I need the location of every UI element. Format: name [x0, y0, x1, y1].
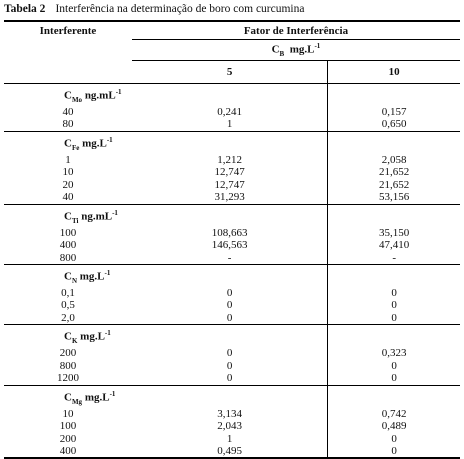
group-header-row: [4, 385, 460, 407]
row-concentration: 2,0: [61, 311, 75, 324]
table-row: [4, 239, 460, 252]
table-row: [4, 191, 460, 204]
header-col-5: 5: [132, 60, 328, 83]
group-spacer: [132, 131, 328, 153]
group-spacer: [328, 83, 460, 105]
group-spacer: [132, 264, 328, 286]
row-factor-5: 12,747: [214, 178, 245, 191]
table-row: [4, 407, 460, 420]
row-factor-10: 21,652: [328, 179, 460, 192]
row-factor-10: 47,410: [328, 239, 460, 252]
group-label: $C_K$ $mg.L^{-1}$: [4, 325, 132, 347]
row-factor-5: 0: [226, 299, 233, 312]
row-factor-10: 0,157: [328, 106, 460, 119]
caption-text: Interferência na determinação de boro com curcumina: [55, 3, 305, 15]
row-factor-5: 0: [226, 347, 233, 360]
row-factor-10: 0,489: [328, 420, 460, 433]
group-spacer: [328, 264, 460, 286]
row-concentration: 10: [62, 407, 74, 420]
row-concentration: 0,5: [61, 299, 75, 312]
table-body: [4, 83, 460, 458]
row-factor-5: 1,212: [217, 153, 242, 166]
row-factor-10: 0: [328, 432, 460, 445]
group-spacer: [328, 325, 460, 347]
row-factor-5: 0,495: [132, 445, 328, 459]
group-label: $C_{Fe}$ $mg.L^{-1}$: [4, 131, 132, 153]
row-concentration: 40: [62, 105, 74, 118]
row-concentration: 100: [59, 420, 77, 433]
row-concentration: 0,1: [61, 286, 75, 299]
group-header-row: [4, 204, 460, 226]
row-factor-10: 0: [328, 360, 460, 373]
group-spacer: [328, 204, 460, 226]
table-row: [4, 287, 460, 300]
row-factor-5: 0,241: [217, 105, 242, 118]
row-concentration: 40: [62, 191, 74, 204]
row-factor-10: 35,150: [328, 226, 460, 239]
group-header-row: [4, 325, 460, 347]
row-factor-5: 1: [226, 118, 233, 131]
row-factor-10: 0: [328, 445, 460, 459]
row-concentration: 1: [65, 153, 71, 166]
header-factor: Fator de Interferência: [243, 24, 349, 37]
row-factor-10: 0,742: [328, 407, 460, 420]
row-factor-10: 53,156: [328, 191, 460, 204]
table-row: [4, 372, 460, 385]
table-row: [4, 251, 460, 264]
group-spacer: [132, 385, 328, 407]
row-concentration: 800: [59, 251, 77, 264]
group-spacer: [132, 83, 328, 105]
row-factor-5: 31,293: [214, 191, 245, 204]
table-row: [4, 179, 460, 192]
table-caption: [4, 3, 304, 15]
row-concentration: 400: [4, 445, 132, 459]
group-header-row: [4, 83, 460, 105]
row-concentration: 200: [59, 347, 77, 360]
caption-label: Tabela 2: [4, 3, 46, 15]
row-factor-5: 3,134: [217, 407, 242, 420]
group-label: $C_{Mo}$ $ng.mL^{-1}$: [4, 83, 132, 105]
row-factor-10: 0,323: [328, 347, 460, 360]
header-interferent: Interferente: [39, 25, 97, 37]
row-factor-5: 12,747: [214, 166, 245, 179]
group-spacer: [328, 385, 460, 407]
header-col-10: 10: [328, 60, 460, 83]
row-factor-10: 0: [328, 372, 460, 385]
row-factor-10: 0: [328, 299, 460, 312]
row-factor-5: 0: [226, 311, 233, 324]
row-factor-10: 21,652: [328, 166, 460, 179]
group-header-row: [4, 131, 460, 153]
group-header-row: [4, 264, 460, 286]
row-concentration: 400: [59, 239, 77, 252]
row-factor-5: 146,563: [211, 239, 248, 252]
row-factor-5: 0: [226, 286, 233, 299]
group-label: $C_N$ $mg.L^{-1}$: [4, 264, 132, 286]
row-factor-10: 0: [328, 312, 460, 325]
table-row: [4, 360, 460, 373]
header-concentration: $C_B$ $mg.L^{-1}$: [132, 40, 460, 61]
group-spacer: [132, 325, 328, 347]
row-factor-5: 2,043: [217, 420, 242, 433]
table-row: [4, 432, 460, 445]
group-spacer: [328, 131, 460, 153]
row-factor-10: 0,650: [328, 118, 460, 131]
table-row: [4, 299, 460, 312]
row-concentration: 800: [59, 359, 77, 372]
group-label: $C_{Mg}$ $mg.L^{-1}$: [4, 385, 132, 407]
row-factor-10: 0: [328, 287, 460, 300]
table-row: [4, 154, 460, 167]
table-row: [4, 420, 460, 433]
row-concentration: 20: [62, 178, 74, 191]
row-concentration: 1200: [56, 372, 79, 385]
row-concentration: 80: [62, 118, 74, 131]
table-row: [4, 226, 460, 239]
table-row: [4, 106, 460, 119]
row-factor-10: 2,058: [328, 154, 460, 167]
table-row: [4, 118, 460, 131]
row-factor-10: -: [328, 251, 460, 264]
row-factor-5: -: [227, 251, 232, 264]
header-row-1: [4, 21, 460, 40]
row-factor-5: 0: [226, 372, 233, 385]
row-factor-5: 108,663: [211, 226, 248, 239]
interference-table: [4, 20, 460, 459]
row-factor-5: 0: [226, 359, 233, 372]
table-row: [4, 347, 460, 360]
group-spacer: [132, 204, 328, 226]
group-label: $C_{Ti}$ $ng.mL^{-1}$: [4, 204, 132, 226]
row-concentration: 200: [59, 432, 77, 445]
table-row: [4, 312, 460, 325]
row-concentration: 100: [59, 226, 77, 239]
row-factor-5: 1: [226, 432, 233, 445]
table-row: [4, 166, 460, 179]
row-concentration: 10: [62, 166, 74, 179]
